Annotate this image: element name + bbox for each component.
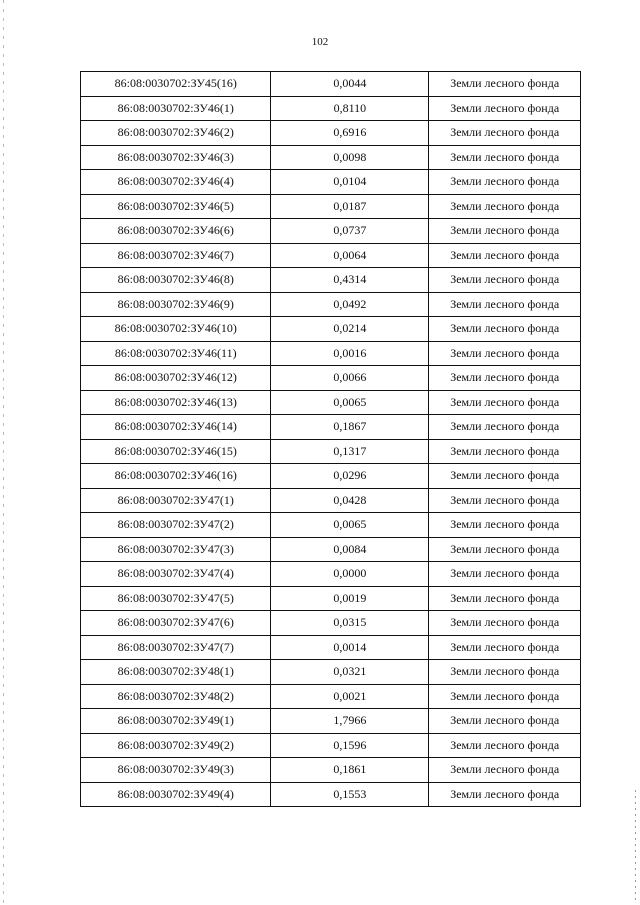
cadastral-number-cell: 86:08:0030702:ЗУ47(5) bbox=[81, 586, 271, 611]
area-cell: 0,1861 bbox=[271, 758, 429, 783]
area-cell: 0,0315 bbox=[271, 611, 429, 636]
area-cell: 0,0021 bbox=[271, 684, 429, 709]
cadastral-number-cell: 86:08:0030702:ЗУ48(2) bbox=[81, 684, 271, 709]
land-category-cell: Земли лесного фонда bbox=[429, 121, 581, 146]
cadastral-number-cell: 86:08:0030702:ЗУ46(7) bbox=[81, 243, 271, 268]
table-row bbox=[81, 170, 581, 195]
land-category-cell: Земли лесного фонда bbox=[429, 317, 581, 342]
land-category-cell: Земли лесного фонда bbox=[429, 513, 581, 538]
cadastral-number-cell: 86:08:0030702:ЗУ46(14) bbox=[81, 415, 271, 440]
cadastral-number-cell: 86:08:0030702:ЗУ46(12) bbox=[81, 366, 271, 391]
table-row bbox=[81, 660, 581, 685]
cadastral-number-cell: 86:08:0030702:ЗУ47(1) bbox=[81, 488, 271, 513]
land-category-cell: Земли лесного фонда bbox=[429, 464, 581, 489]
land-category-cell: Земли лесного фонда bbox=[429, 243, 581, 268]
area-cell: 0,0064 bbox=[271, 243, 429, 268]
area-cell: 0,0321 bbox=[271, 660, 429, 685]
page-number: 102 bbox=[311, 36, 329, 48]
cadastral-number-cell: 86:08:0030702:ЗУ47(3) bbox=[81, 537, 271, 562]
table-row bbox=[81, 635, 581, 660]
table-row bbox=[81, 243, 581, 268]
table-row bbox=[81, 439, 581, 464]
table-row bbox=[81, 611, 581, 636]
land-category-cell: Земли лесного фонда bbox=[429, 488, 581, 513]
area-cell: 0,1553 bbox=[271, 782, 429, 807]
area-cell: 1,7966 bbox=[271, 709, 429, 734]
area-cell: 0,6916 bbox=[271, 121, 429, 146]
cadastral-number-cell: 86:08:0030702:ЗУ49(4) bbox=[81, 782, 271, 807]
land-category-cell: Земли лесного фонда bbox=[429, 586, 581, 611]
land-category-cell: Земли лесного фонда bbox=[429, 782, 581, 807]
table-row bbox=[81, 586, 581, 611]
land-category-cell: Земли лесного фонда bbox=[429, 611, 581, 636]
table-row bbox=[81, 562, 581, 587]
table-row bbox=[81, 96, 581, 121]
cadastral-number-cell: 86:08:0030702:ЗУ46(3) bbox=[81, 145, 271, 170]
area-cell: 0,0065 bbox=[271, 390, 429, 415]
cadastral-number-cell: 86:08:0030702:ЗУ49(2) bbox=[81, 733, 271, 758]
area-cell: 0,0084 bbox=[271, 537, 429, 562]
land-category-cell: Земли лесного фонда bbox=[429, 72, 581, 97]
cadastral-number-cell: 86:08:0030702:ЗУ47(7) bbox=[81, 635, 271, 660]
table-row bbox=[81, 341, 581, 366]
area-cell: 0,1317 bbox=[271, 439, 429, 464]
land-category-cell: Земли лесного фонда bbox=[429, 170, 581, 195]
land-category-cell: Земли лесного фонда bbox=[429, 684, 581, 709]
land-category-cell: Земли лесного фонда bbox=[429, 145, 581, 170]
area-cell: 0,4314 bbox=[271, 268, 429, 293]
cadastral-number-cell: 86:08:0030702:ЗУ46(10) bbox=[81, 317, 271, 342]
land-category-cell: Земли лесного фонда bbox=[429, 268, 581, 293]
cadastral-number-cell: 86:08:0030702:ЗУ46(16) bbox=[81, 464, 271, 489]
table-row bbox=[81, 415, 581, 440]
cadastral-number-cell: 86:08:0030702:ЗУ46(5) bbox=[81, 194, 271, 219]
area-cell: 0,0214 bbox=[271, 317, 429, 342]
table-row bbox=[81, 317, 581, 342]
area-cell: 0,0000 bbox=[271, 562, 429, 587]
table-row bbox=[81, 72, 581, 97]
cadastral-number-cell: 86:08:0030702:ЗУ49(1) bbox=[81, 709, 271, 734]
land-category-cell: Земли лесного фонда bbox=[429, 709, 581, 734]
cadastral-number-cell: 86:08:0030702:ЗУ47(2) bbox=[81, 513, 271, 538]
area-cell: 0,0044 bbox=[271, 72, 429, 97]
cadastral-number-cell: 86:08:0030702:ЗУ46(1) bbox=[81, 96, 271, 121]
table-row bbox=[81, 513, 581, 538]
table-row bbox=[81, 758, 581, 783]
table-row bbox=[81, 537, 581, 562]
cadastral-number-cell: 86:08:0030702:ЗУ46(2) bbox=[81, 121, 271, 146]
table-row bbox=[81, 488, 581, 513]
cadastral-number-cell: 86:08:0030702:ЗУ49(3) bbox=[81, 758, 271, 783]
cadastral-number-cell: 86:08:0030702:ЗУ46(13) bbox=[81, 390, 271, 415]
table-row bbox=[81, 709, 581, 734]
area-cell: 0,0296 bbox=[271, 464, 429, 489]
cadastral-number-cell: 86:08:0030702:ЗУ47(6) bbox=[81, 611, 271, 636]
land-category-cell: Земли лесного фонда bbox=[429, 733, 581, 758]
area-cell: 0,0014 bbox=[271, 635, 429, 660]
cadastral-number-cell: 86:08:0030702:ЗУ46(11) bbox=[81, 341, 271, 366]
land-category-cell: Земли лесного фонда bbox=[429, 635, 581, 660]
area-cell: 0,0492 bbox=[271, 292, 429, 317]
land-category-cell: Земли лесного фонда bbox=[429, 390, 581, 415]
land-category-cell: Земли лесного фонда bbox=[429, 366, 581, 391]
area-cell: 0,8110 bbox=[271, 96, 429, 121]
land-category-cell: Земли лесного фонда bbox=[429, 562, 581, 587]
cadastral-number-cell: 86:08:0030702:ЗУ47(4) bbox=[81, 562, 271, 587]
land-category-cell: Земли лесного фонда bbox=[429, 96, 581, 121]
cadastral-number-cell: 86:08:0030702:ЗУ46(15) bbox=[81, 439, 271, 464]
table-row bbox=[81, 782, 581, 807]
land-category-cell: Земли лесного фонда bbox=[429, 758, 581, 783]
table-row bbox=[81, 390, 581, 415]
land-plots-table bbox=[80, 71, 581, 807]
table-row bbox=[81, 292, 581, 317]
table-row bbox=[81, 121, 581, 146]
area-cell: 0,1867 bbox=[271, 415, 429, 440]
table-row bbox=[81, 268, 581, 293]
table-row bbox=[81, 145, 581, 170]
area-cell: 0,0098 bbox=[271, 145, 429, 170]
cadastral-number-cell: 86:08:0030702:ЗУ45(16) bbox=[81, 72, 271, 97]
land-category-cell: Земли лесного фонда bbox=[429, 415, 581, 440]
area-cell: 0,0065 bbox=[271, 513, 429, 538]
area-cell: 0,0187 bbox=[271, 194, 429, 219]
area-cell: 0,0737 bbox=[271, 219, 429, 244]
cadastral-number-cell: 86:08:0030702:ЗУ46(6) bbox=[81, 219, 271, 244]
table-row bbox=[81, 733, 581, 758]
land-category-cell: Земли лесного фонда bbox=[429, 660, 581, 685]
area-cell: 0,0428 bbox=[271, 488, 429, 513]
table-row bbox=[81, 684, 581, 709]
scan-edge-left bbox=[3, 0, 4, 905]
table-row bbox=[81, 194, 581, 219]
area-cell: 0,0066 bbox=[271, 366, 429, 391]
area-cell: 0,0016 bbox=[271, 341, 429, 366]
land-category-cell: Земли лесного фонда bbox=[429, 537, 581, 562]
scan-edge-right bbox=[635, 790, 636, 900]
table-row bbox=[81, 464, 581, 489]
area-cell: 0,0019 bbox=[271, 586, 429, 611]
cadastral-number-cell: 86:08:0030702:ЗУ48(1) bbox=[81, 660, 271, 685]
land-category-cell: Земли лесного фонда bbox=[429, 439, 581, 464]
cadastral-number-cell: 86:08:0030702:ЗУ46(4) bbox=[81, 170, 271, 195]
cadastral-number-cell: 86:08:0030702:ЗУ46(8) bbox=[81, 268, 271, 293]
area-cell: 0,0104 bbox=[271, 170, 429, 195]
table-body bbox=[81, 72, 581, 807]
table-row bbox=[81, 219, 581, 244]
land-category-cell: Земли лесного фонда bbox=[429, 292, 581, 317]
land-category-cell: Земли лесного фонда bbox=[429, 341, 581, 366]
cadastral-number-cell: 86:08:0030702:ЗУ46(9) bbox=[81, 292, 271, 317]
table-row bbox=[81, 366, 581, 391]
land-category-cell: Земли лесного фонда bbox=[429, 194, 581, 219]
area-cell: 0,1596 bbox=[271, 733, 429, 758]
land-category-cell: Земли лесного фонда bbox=[429, 219, 581, 244]
